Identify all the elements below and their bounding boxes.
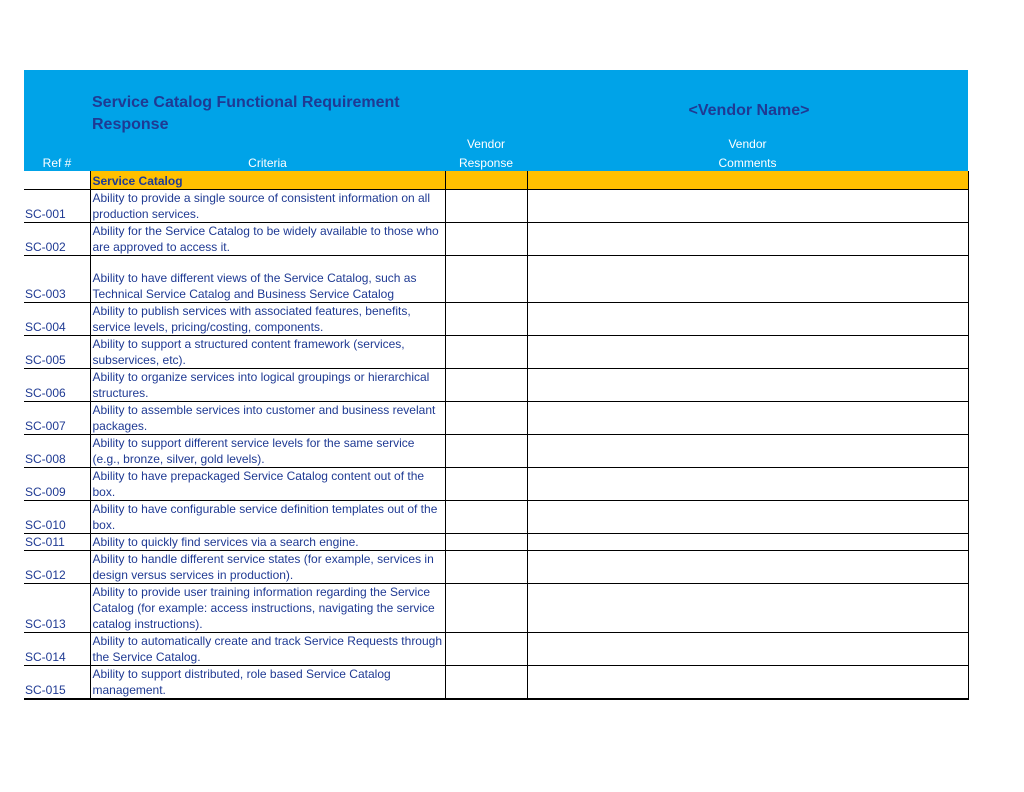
criteria-cell: Ability to provide a single source of consistent information on all production services. — [90, 190, 445, 223]
table-row — [24, 501, 968, 534]
ref-cell: SC-008 — [24, 435, 90, 468]
table-row — [24, 369, 968, 402]
ref-cell: SC-014 — [24, 633, 90, 666]
criteria-cell: Ability to assemble services into customer and business revelant packages. — [90, 402, 445, 435]
table-row — [24, 303, 968, 336]
vendor-response-cell[interactable] — [445, 190, 527, 223]
ref-cell: SC-004 — [24, 303, 90, 336]
vendor-comments-cell[interactable] — [527, 551, 968, 584]
vendor-response-cell[interactable] — [445, 369, 527, 402]
vendor-response-cell[interactable] — [445, 223, 527, 256]
table-row — [24, 468, 968, 501]
ref-cell: SC-011 — [24, 534, 90, 551]
table-row — [24, 402, 968, 435]
ref-cell: SC-009 — [24, 468, 90, 501]
ref-cell: SC-006 — [24, 369, 90, 402]
ref-cell: SC-013 — [24, 584, 90, 633]
requirements-sheet — [24, 70, 968, 700]
vendor-response-cell[interactable] — [445, 468, 527, 501]
vendor-comments-cell[interactable] — [527, 666, 968, 700]
column-header-vendor-comments: Vendor Comments — [718, 137, 777, 170]
vendor-comments-cell[interactable] — [527, 303, 968, 336]
vendor-comments-cell[interactable] — [527, 256, 968, 303]
table-row — [24, 190, 968, 223]
vendor-response-cell[interactable] — [445, 501, 527, 534]
criteria-cell: Ability to handle different service states (for example, services in design versus services in production). — [90, 551, 445, 584]
criteria-cell: Ability to automatically create and track Service Requests through the Service Catalog. — [90, 633, 445, 666]
ref-cell: SC-012 — [24, 551, 90, 584]
ref-cell: SC-010 — [24, 501, 90, 534]
vendor-response-cell[interactable] — [445, 336, 527, 369]
vendor-response-cell[interactable] — [445, 666, 527, 700]
vendor-comments-cell[interactable] — [527, 584, 968, 633]
vendor-comments-cell[interactable] — [527, 501, 968, 534]
vendor-comments-cell[interactable] — [527, 369, 968, 402]
ref-cell: SC-005 — [24, 336, 90, 369]
table-row — [24, 223, 968, 256]
vendor-response-cell[interactable] — [445, 584, 527, 633]
vendor-response-cell[interactable] — [445, 435, 527, 468]
vendor-comments-cell[interactable] — [527, 190, 968, 223]
table-row — [24, 666, 968, 700]
ref-cell: SC-003 — [24, 256, 90, 303]
criteria-cell: Ability to organize services into logical groupings or hierarchical structures. — [90, 369, 445, 402]
criteria-cell: Ability to support distributed, role based Service Catalog management. — [90, 666, 445, 700]
vendor-comments-cell[interactable] — [527, 534, 968, 551]
criteria-cell: Ability to support a structured content framework (services, subservices, etc). — [90, 336, 445, 369]
table-row — [24, 584, 968, 633]
vendor-response-cell[interactable] — [445, 303, 527, 336]
criteria-cell: Ability to have prepackaged Service Catalog content out of the box. — [90, 468, 445, 501]
vendor-comments-cell[interactable] — [527, 435, 968, 468]
table-row — [24, 435, 968, 468]
criteria-cell: Ability for the Service Catalog to be widely available to those who are approved to access it. — [90, 223, 445, 256]
section-row — [24, 171, 968, 190]
table-row — [24, 336, 968, 369]
criteria-cell: Ability to publish services with associated features, benefits, service levels, pricing/costing, components. — [90, 303, 445, 336]
vendor-comments-cell[interactable] — [527, 402, 968, 435]
ref-cell: SC-007 — [24, 402, 90, 435]
criteria-cell: Ability to quickly find services via a search engine. — [90, 534, 445, 551]
criteria-cell: Ability to have different views of the Service Catalog, such as Technical Service Catalog and Business Service Catalog — [90, 256, 445, 303]
ref-cell: SC-002 — [24, 223, 90, 256]
vendor-response-cell[interactable] — [445, 534, 527, 551]
ref-cell: SC-015 — [24, 666, 90, 700]
sheet-title: Service Catalog Functional Requirement Response — [92, 94, 400, 133]
criteria-cell: Ability to have configurable service definition templates out of the box. — [90, 501, 445, 534]
column-header-vendor-response: Vendor Response — [458, 137, 514, 170]
vendor-comments-cell[interactable] — [527, 223, 968, 256]
column-header-ref: Ref # — [42, 156, 72, 170]
criteria-cell: Ability to support different service levels for the same service (e.g., bronze, silver, gold levels). — [90, 435, 445, 468]
ref-cell: SC-001 — [24, 190, 90, 223]
vendor-comments-cell[interactable] — [527, 336, 968, 369]
requirements-table — [24, 171, 969, 700]
table-row — [24, 551, 968, 584]
vendor-name: <Vendor Name> — [688, 102, 810, 119]
table-row — [24, 534, 968, 551]
criteria-cell: Ability to provide user training information regarding the Service Catalog (for example: access instructions, navigating the service catalog instructions). — [90, 584, 445, 633]
table-row — [24, 633, 968, 666]
vendor-comments-cell[interactable] — [527, 468, 968, 501]
sheet-header — [24, 70, 968, 171]
vendor-response-cell[interactable] — [445, 402, 527, 435]
table-row — [24, 256, 968, 303]
vendor-response-cell[interactable] — [445, 551, 527, 584]
vendor-response-cell[interactable] — [445, 256, 527, 303]
column-header-criteria: Criteria — [248, 156, 287, 170]
vendor-comments-cell[interactable] — [527, 633, 968, 666]
section-label: Service Catalog — [90, 171, 445, 190]
vendor-response-cell[interactable] — [445, 633, 527, 666]
